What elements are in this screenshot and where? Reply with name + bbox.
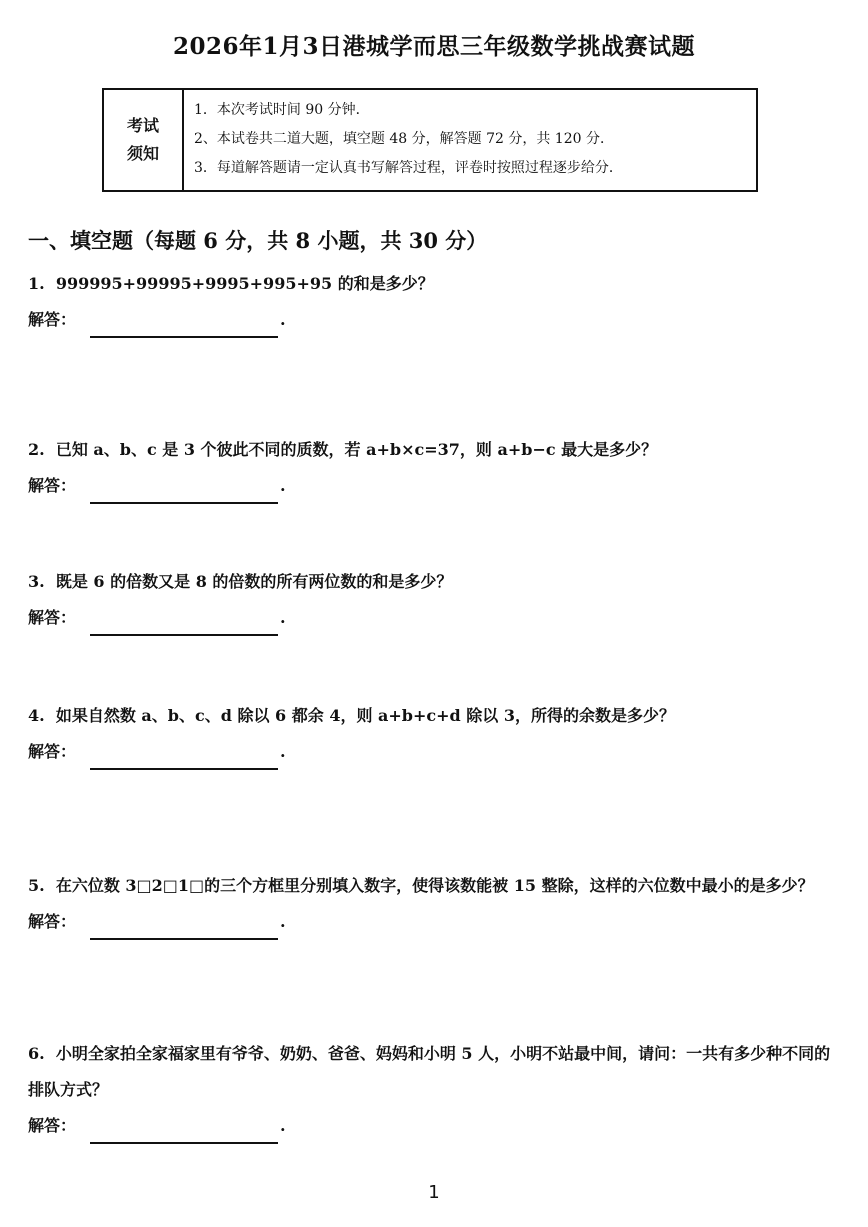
answer-blank[interactable]: [90, 478, 278, 504]
answer-end-mark: .: [280, 742, 286, 761]
question-1: [28, 266, 840, 338]
answer-line: [28, 904, 840, 940]
exam-notice-box: [102, 88, 758, 192]
notice-item: 2、本试卷共二道大题，填空题 48 分，解答题 72 分，共 120 分．: [194, 131, 614, 147]
question-text: 6. 小明全家拍全家福家里有爷爷、奶奶、爸爸、妈妈和小明 5 人，小明不站最中间，请问：一共有多少种不同的排队方式？: [28, 1044, 831, 1099]
answer-line: [28, 302, 840, 338]
question-text: 5. 在六位数 3□2□1□的三个方框里分别填入数字，使得该数能被 15 整除，这样的六位数中最小的是多少？: [28, 876, 814, 895]
section-heading: 一、填空题（每题 6 分，共 8 小题，共 30 分）: [28, 228, 488, 253]
notice-item: 1．本次考试时间 90 分钟．: [194, 102, 370, 118]
answer-line: [28, 600, 840, 636]
answer-end-mark: .: [280, 1116, 286, 1135]
notice-heading-line-2: 须知: [126, 144, 159, 163]
answer-blank[interactable]: [90, 914, 278, 940]
answer-label: 解答：: [28, 742, 77, 761]
answer-line: [28, 468, 840, 504]
page-number: 1: [428, 1182, 440, 1203]
question-5: [28, 868, 840, 940]
notice-heading-line-1: 考试: [126, 116, 159, 135]
answer-label: 解答：: [28, 1116, 77, 1135]
question-3: [28, 564, 840, 636]
exam-title: 2026年1月3日港城学而思三年级数学挑战赛试题: [172, 33, 696, 60]
question-text: 1. 999995+99995+9995+995+95 的和是多少？: [28, 274, 434, 293]
answer-end-mark: .: [280, 608, 286, 627]
notice-item: 3．每道解答题请一定认真书写解答过程，评卷时按照过程逐步给分．: [194, 160, 623, 176]
answer-label: 解答：: [28, 912, 77, 931]
answer-end-mark: .: [280, 476, 286, 495]
notice-heading: [104, 90, 184, 190]
answer-label: 解答：: [28, 310, 77, 329]
notice-list: [184, 90, 756, 190]
answer-end-mark: .: [280, 310, 286, 329]
answer-blank[interactable]: [90, 1118, 278, 1144]
answer-label: 解答：: [28, 608, 77, 627]
question-2: [28, 432, 840, 504]
answer-end-mark: .: [280, 912, 286, 931]
answer-label: 解答：: [28, 476, 77, 495]
answer-line: [28, 734, 840, 770]
question-text: 3. 既是 6 的倍数又是 8 的倍数的所有两位数的和是多少？: [28, 572, 453, 591]
question-4: [28, 698, 840, 770]
question-6: [28, 1036, 840, 1144]
answer-blank[interactable]: [90, 610, 278, 636]
answer-blank[interactable]: [90, 312, 278, 338]
answer-blank[interactable]: [90, 744, 278, 770]
answer-line: [28, 1108, 840, 1144]
question-text: 4. 如果自然数 a、b、c、d 除以 6 都余 4，则 a+b+c+d 除以 3，所得的余数是多少？: [28, 706, 675, 725]
question-text: 2. 已知 a、b、c 是 3 个彼此不同的质数，若 a+b×c=37，则 a+b−c 最大是多少？: [28, 440, 658, 459]
